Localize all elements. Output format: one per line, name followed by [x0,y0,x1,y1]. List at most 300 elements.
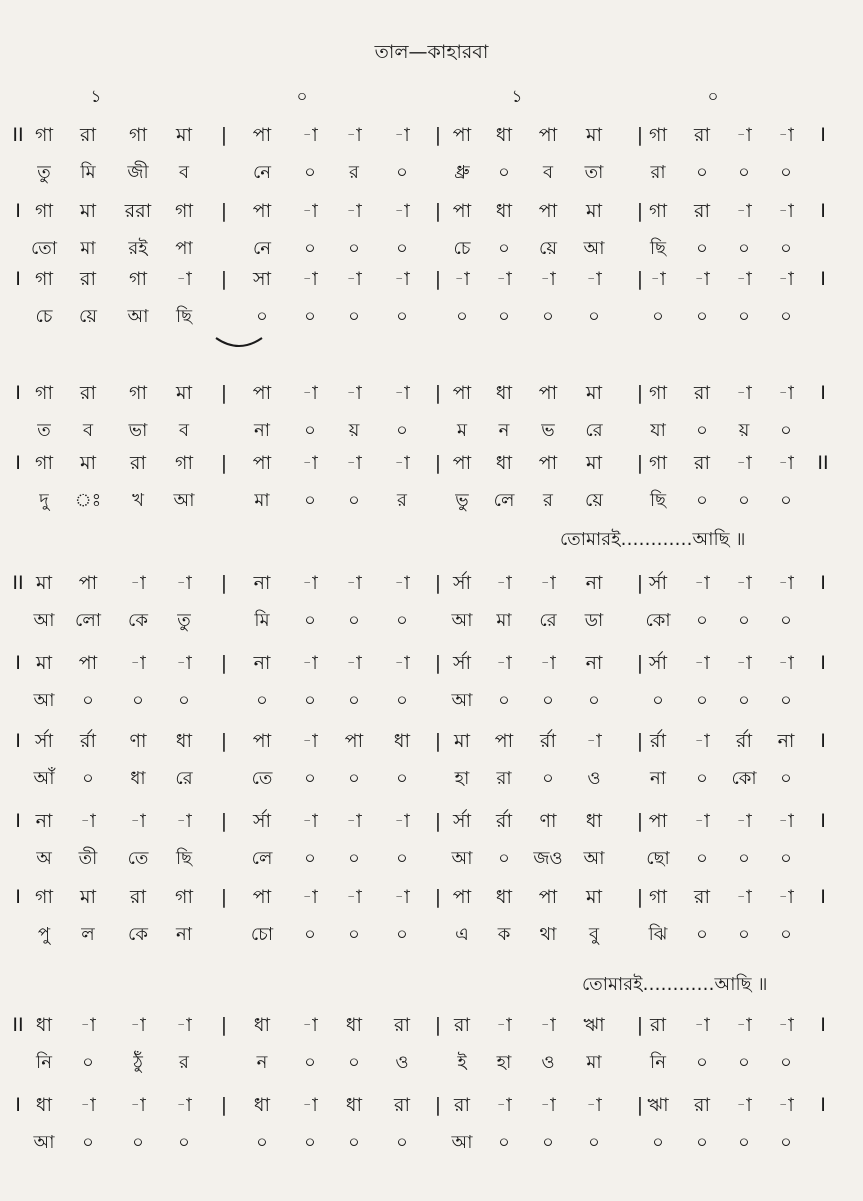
lyric-syllable: ০ [542,690,554,711]
lyric-syllable: তু [177,610,191,631]
note: র্রা [736,730,752,752]
lyric-syllable: ০ [498,238,510,259]
note: পা [538,124,558,146]
lyric-syllable: চে [453,238,471,259]
lyric-syllable: ০ [304,420,316,441]
lyric-syllable: লে [493,490,515,511]
note: পা [452,886,472,908]
note: গা [129,124,147,146]
end-bar: I [820,810,826,832]
lyric-syllable: ০ [738,1052,750,1073]
note: মা [585,382,603,404]
note: না [35,810,53,832]
lyrics-line [0,684,863,718]
lyric-syllable: ০ [304,768,316,789]
note: পা [452,124,472,146]
lyric-syllable: ক [497,924,511,945]
note: -া [496,268,512,290]
note: না [253,572,271,594]
lyrics-line [0,1046,863,1080]
note: না [585,652,603,674]
end-bar: I [820,652,826,674]
lyric-syllable: ব [178,420,190,441]
measure-bar: | [434,124,442,146]
note: র্সা [452,572,472,594]
note: -া [302,730,318,752]
note: র্সা [648,652,668,674]
notes-line [0,194,863,228]
lyric-syllable: ০ [738,306,750,327]
measure-bar: | [636,886,644,908]
notes-line [0,1088,863,1122]
note: -া [694,730,710,752]
end-bar: I [820,886,826,908]
lyric-syllable: তে [127,848,149,869]
lyric-syllable: ছি [649,238,667,259]
note: পা [538,452,558,474]
lyric-syllable: ছি [175,306,193,327]
lyric-syllable: য়ে [539,238,557,259]
lyric-syllable: য়ে [79,306,97,327]
lyric-syllable: তা [584,162,604,183]
end-bar: I [820,1014,826,1036]
lyric-syllable: ০ [256,306,268,327]
measure-bar: | [434,452,442,474]
measure-bar: | [636,572,644,594]
measure-bar: | [636,382,644,404]
note: রা [694,382,710,404]
note: ধা [35,1094,53,1116]
beat-marker: ০ [296,87,308,107]
note: রা [694,886,710,908]
note: মা [175,382,193,404]
notes-line [0,646,863,680]
note: রা [80,268,96,290]
lyric-syllable: ০ [780,1132,792,1153]
note: সা [252,268,272,290]
note: পা [252,200,272,222]
note: -া [736,268,752,290]
lyric-syllable: ০ [542,1132,554,1153]
note: গা [175,452,193,474]
note: -া [736,886,752,908]
note: -া [80,810,96,832]
lyric-syllable: কে [128,610,148,631]
lyric-syllable: ব [542,162,554,183]
lyric-syllable: ০ [542,768,554,789]
lyric-syllable: আঁ [33,768,55,789]
lyric-syllable: র [349,162,359,183]
lyric-syllable: ০ [588,306,600,327]
lyric-syllable: ০ [780,420,792,441]
lyric-syllable: মি [254,610,270,631]
note: ণা [539,810,557,832]
note: পা [252,452,272,474]
lyric-syllable: ০ [738,690,750,711]
note: -া [394,200,410,222]
end-bar: II [817,452,829,474]
lyric-syllable: ব [178,162,190,183]
note: র্রা [650,730,666,752]
note: পা [344,730,364,752]
lyric-syllable: ০ [348,490,360,511]
note: -া [694,652,710,674]
note: -া [454,268,470,290]
note: রা [130,452,146,474]
lyric-syllable: ০ [304,306,316,327]
note: না [777,730,795,752]
lyric-syllable: ০ [396,848,408,869]
note: মা [79,886,97,908]
note: -া [778,200,794,222]
lyric-syllable: ০ [780,848,792,869]
measure-bar: | [636,810,644,832]
lyrics-line [0,604,863,638]
lyric-syllable: ন [498,420,510,441]
lyric-syllable: আ [451,690,473,711]
measure-bar: | [220,886,228,908]
lyric-syllable: না [176,924,192,945]
measure-bar: | [636,124,644,146]
note: ণা [129,730,147,752]
lyric-syllable: ০ [696,924,708,945]
lyric-syllable: না [650,768,666,789]
lyric-syllable: আ [451,610,473,631]
lyric-syllable: মা [496,610,512,631]
lyric-syllable: ০ [348,768,360,789]
note: না [253,652,271,674]
note: -া [346,382,362,404]
start-bar: I [15,886,21,908]
lyric-syllable: ন [256,1052,268,1073]
note: পা [252,382,272,404]
lyric-syllable: কে [128,924,148,945]
note: -া [394,810,410,832]
note: -া [778,382,794,404]
lyric-syllable: ০ [696,238,708,259]
start-bar: I [15,652,21,674]
notes-line [0,1008,863,1042]
lyric-syllable: আ [33,610,55,631]
lyric-syllable: ০ [396,924,408,945]
lyric-syllable: আ [173,490,195,511]
note: -া [736,652,752,674]
note: -া [736,1014,752,1036]
lyric-syllable: কো [731,768,757,789]
lyric-syllable: অ [36,848,52,869]
note: -া [302,1014,318,1036]
lyric-syllable: ০ [396,768,408,789]
note: -া [176,572,192,594]
note: -া [586,1094,602,1116]
note: -া [80,1014,96,1036]
lyric-syllable: ০ [396,1132,408,1153]
lyric-syllable: ০ [304,1052,316,1073]
note: ঋা [583,1014,605,1036]
lyric-syllable: ০ [498,162,510,183]
start-bar: I [15,1094,21,1116]
lyric-syllable: ০ [738,162,750,183]
lyric-syllable: ০ [304,848,316,869]
notes-line [0,724,863,758]
lyric-syllable: হা [496,1052,512,1073]
lyric-syllable: ০ [696,1052,708,1073]
note: -া [130,572,146,594]
note: -া [302,268,318,290]
lyric-syllable: জও [533,848,563,869]
note: মা [79,200,97,222]
note: গা [129,382,147,404]
lyric-syllable: রে [539,610,557,631]
note: ধা [345,1094,363,1116]
note: গা [35,886,53,908]
note: ধা [345,1014,363,1036]
measure-bar: | [636,730,644,752]
note: -া [130,652,146,674]
lyric-syllable: আ [583,848,605,869]
start-bar: I [15,382,21,404]
measure-bar: | [220,1014,228,1036]
start-bar: II [12,1014,24,1036]
lyrics-line [0,762,863,796]
end-bar: I [820,268,826,290]
lyric-syllable: জী [127,162,149,183]
lyric-syllable: ঃ [74,490,102,511]
note: পা [538,886,558,908]
measure-bar: | [434,1094,442,1116]
end-bar: I [820,382,826,404]
lyric-syllable: ০ [348,306,360,327]
start-bar: I [15,730,21,752]
note: -া [302,652,318,674]
lyric-syllable: ০ [178,1132,190,1153]
note: পা [78,652,98,674]
lyrics-line [0,484,863,518]
note: -া [302,452,318,474]
lyric-syllable: আ [33,1132,55,1153]
note: ধা [495,124,513,146]
start-bar: I [15,810,21,832]
note: -া [586,730,602,752]
lyric-syllable: ০ [780,162,792,183]
end-bar: I [820,200,826,222]
note: পা [252,886,272,908]
lyric-syllable: ০ [498,1132,510,1153]
lyric-syllable: ০ [588,690,600,711]
note: -া [778,652,794,674]
note: পা [452,200,472,222]
note: ধা [495,452,513,474]
note: -া [302,382,318,404]
note: পা [538,200,558,222]
lyric-syllable: ঠুঁ [133,1052,143,1073]
note: মা [79,452,97,474]
note: রা [130,886,146,908]
lyric-syllable: য় [738,420,750,441]
note: গা [129,268,147,290]
note: -া [778,810,794,832]
lyric-syllable: দু [39,490,49,511]
note: -া [394,886,410,908]
note: গা [649,886,667,908]
note: ধা [495,382,513,404]
lyric-syllable: ০ [542,306,554,327]
start-bar: I [15,200,21,222]
lyric-syllable: য় [348,420,360,441]
note: পা [78,572,98,594]
measure-bar: | [220,1094,228,1116]
lyric-syllable: ০ [696,490,708,511]
note: পা [452,382,472,404]
note: -া [346,452,362,474]
note: -া [302,810,318,832]
lyric-syllable: পা [175,238,193,259]
measure-bar: | [434,886,442,908]
note: মা [585,452,603,474]
lyric-syllable: হা [454,768,470,789]
note: -া [694,268,710,290]
notes-line [0,566,863,600]
lyric-syllable: ধা [130,768,146,789]
refrain-marker: তোমারই…………আছি ॥ [582,974,768,995]
note: র্সা [252,810,272,832]
lyric-syllable: মা [586,1052,602,1073]
note: পা [494,730,514,752]
lyric-syllable: ০ [304,1132,316,1153]
lyrics-line [0,156,863,190]
note: র্সা [34,730,54,752]
note: -া [394,268,410,290]
note: র্সা [452,652,472,674]
beat-marker: ০ [707,87,719,107]
lyric-syllable: না [254,420,270,441]
note: -া [778,452,794,474]
note: ঋা [647,1094,669,1116]
note: -া [130,1094,146,1116]
note: -া [778,124,794,146]
lyric-syllable: ০ [696,420,708,441]
lyric-syllable: পু [37,924,51,945]
note: ধা [253,1094,271,1116]
lyric-syllable: ০ [696,1132,708,1153]
notes-line [0,376,863,410]
note: গা [649,200,667,222]
note: রা [80,124,96,146]
lyric-syllable: ০ [780,768,792,789]
note: -া [694,810,710,832]
lyric-syllable: ঝি [648,924,668,945]
lyric-syllable: ০ [396,610,408,631]
note: -া [394,124,410,146]
lyric-syllable: ০ [304,490,316,511]
lyric-syllable: ছো [646,848,670,869]
lyric-syllable: ০ [82,1132,94,1153]
note: -া [394,382,410,404]
note: পা [252,124,272,146]
note: মা [175,124,193,146]
lyric-syllable: ০ [696,690,708,711]
lyric-syllable: ছি [175,848,193,869]
note: -া [778,886,794,908]
lyric-syllable: কো [645,610,671,631]
lyric-syllable: ও [395,1052,409,1073]
note: রা [394,1094,410,1116]
note: -া [736,452,752,474]
lyric-syllable: নে [252,238,272,259]
notes-line [0,118,863,152]
lyric-syllable: ল [81,924,95,945]
lyric-syllable: ০ [738,490,750,511]
note: গা [35,268,53,290]
note: গা [35,452,53,474]
lyrics-line [0,232,863,266]
lyric-syllable: ০ [396,420,408,441]
note: -া [496,1014,512,1036]
lyric-syllable: এ [455,924,469,945]
beat-marker: ১ [90,87,102,107]
note: -া [346,200,362,222]
end-bar: I [820,124,826,146]
lyric-syllable: ০ [696,306,708,327]
lyric-syllable: ০ [348,848,360,869]
note: ধা [253,1014,271,1036]
notes-line [0,262,863,296]
lyric-syllable: নি [36,1052,52,1073]
lyric-syllable: ০ [348,924,360,945]
note: -া [496,1094,512,1116]
lyric-syllable: ০ [348,610,360,631]
measure-bar: | [434,810,442,832]
lyric-syllable: রে [585,420,603,441]
start-bar: II [12,124,24,146]
measure-bar: | [220,382,228,404]
lyric-syllable: ০ [304,690,316,711]
note: -া [778,572,794,594]
lyrics-line [0,842,863,876]
note: -া [778,268,794,290]
note: রা [80,382,96,404]
note: গা [175,886,193,908]
note: -া [736,124,752,146]
lyric-syllable: র [179,1052,189,1073]
note: -া [650,268,666,290]
measure-bar: | [220,652,228,674]
note: -া [176,810,192,832]
note: রা [454,1094,470,1116]
lyric-syllable: ০ [498,306,510,327]
end-bar: I [820,572,826,594]
lyric-syllable: লে [251,848,273,869]
note: গা [649,124,667,146]
note: -া [302,886,318,908]
lyric-syllable: তী [78,848,98,869]
note: -া [302,1094,318,1116]
note: গা [649,452,667,474]
note: -া [176,268,192,290]
lyric-syllable: ০ [780,306,792,327]
lyric-syllable: ০ [132,690,144,711]
lyric-syllable: ০ [304,238,316,259]
lyric-syllable: তে [251,768,273,789]
lyric-syllable: ভা [128,420,148,441]
note: -া [736,200,752,222]
lyric-syllable: ডা [584,610,604,631]
note: -া [586,268,602,290]
lyric-syllable: মা [254,490,270,511]
lyric-syllable: ০ [588,1132,600,1153]
note: -া [736,1094,752,1116]
note: রা [694,1094,710,1116]
